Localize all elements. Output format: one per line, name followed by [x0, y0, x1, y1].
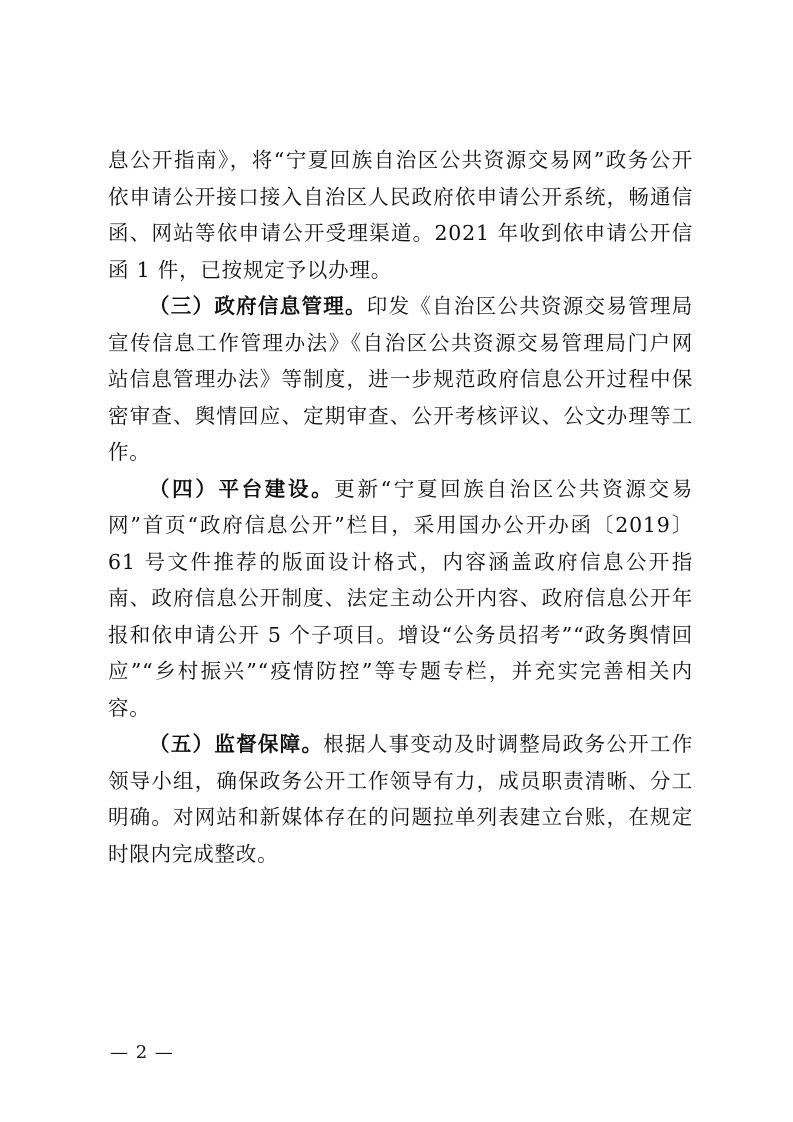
paragraph-platform-building: [108, 471, 693, 727]
paragraph-supervision: [108, 726, 693, 872]
section-heading: （四）平台建设。: [149, 476, 335, 501]
section-heading: （五）监督保障。: [149, 732, 324, 756]
paragraph-info-management: [108, 288, 693, 471]
paragraph-text: 印发《自治区公共资源交易管理局宣传信息工作管理办法》《自治区公共资源交易管理局门户网站信息管理办法》等制度，进一步规范政府信息公开过程中保密审查、舆情回应、定期审查、公开考核评议、公文办理等工作。: [108, 294, 694, 464]
page-number: — 2 —: [110, 1042, 174, 1063]
paragraph-text: 根据人事变动及时调整局政务公开工作领导小组，确保政务公开工作领导有力，成员职责清晰、分工明确。对网站和新媒体存在的问题拉单列表建立台账，在规定时限内完成整改。: [108, 732, 693, 866]
paragraph-continued: [108, 142, 693, 288]
section-heading: （三）政府信息管理。: [149, 294, 367, 318]
document-body: [108, 142, 693, 872]
paragraph-text: 更新“宁夏回族自治区公共资源交易网”首页“政府信息公开”栏目，采用国办公开办函〔2019〕61 号文件推荐的版面设计格式，内容涵盖政府信息公开指南、政府信息公开制度、法定主动公开内容、政府信息公开年报和依申请公开 5 个子项目。增设“公务员招考”“政务舆情回应”“乡村振兴”“疫情防控”等专题专栏，并充实完善相关内容。: [108, 476, 693, 720]
paragraph-text: 息公开指南》，将“宁夏回族自治区公共资源交易网”政务公开依申请公开接口接入自治区人民政府依申请公开系统，畅通信函、网站等依申请公开受理渠道。2021 年收到依申请公开信函 1 件，已按规定予以办理。: [108, 148, 693, 282]
